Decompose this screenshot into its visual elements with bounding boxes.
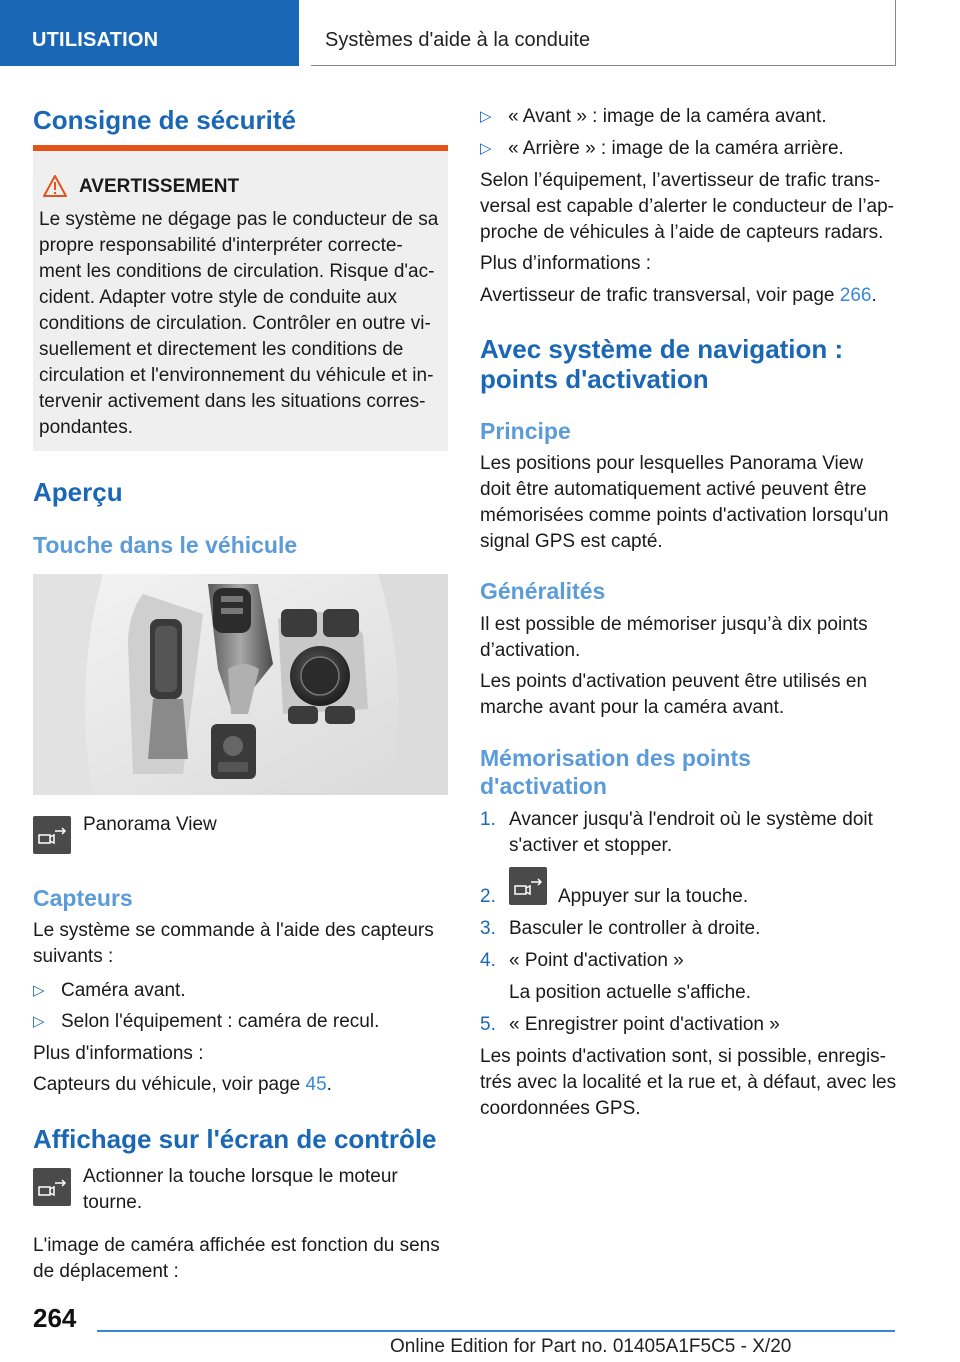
- page-number: 264: [33, 1303, 77, 1333]
- text-line: versal est capable d’alerter le conducteur de l’ap-: [480, 196, 895, 217]
- button-caption: Panorama View: [83, 814, 217, 835]
- text-line: signal GPS est capté.: [480, 531, 663, 552]
- warning-line: Le système ne dégage pas le conducteur de sa: [39, 209, 439, 230]
- text-line: mémorisées comme points d'activation lorsqu'un: [480, 505, 889, 526]
- button-heading: Touche dans le véhicule: [33, 532, 298, 558]
- text-line: Actionner la touche lorsque le moteur: [83, 1166, 398, 1187]
- text-line: marche avant pour la caméra avant.: [480, 697, 785, 718]
- panorama-view-button-icon: [509, 867, 547, 905]
- text-line: trés avec la localité et la rue et, à défaut, avec les: [480, 1072, 897, 1093]
- panorama-view-button-icon: [33, 1168, 71, 1206]
- more-info-label: Plus d'informations :: [33, 1043, 204, 1064]
- cross-traffic-text: [480, 168, 894, 246]
- text-line: coordonnées GPS.: [480, 1098, 641, 1119]
- heading-line: d'activation: [480, 773, 607, 799]
- step-number: 5.: [480, 1014, 496, 1035]
- warning-text: [39, 207, 444, 441]
- header-chapter-box: [311, 0, 896, 66]
- footer-edition: Online Edition for Part no. 01405A1F5C5 - X/20: [390, 1336, 792, 1357]
- list-item-text: « Arrière » : image de la caméra arrière.: [508, 138, 844, 159]
- panorama-view-button-icon: [33, 816, 71, 854]
- principle-text: [480, 451, 889, 555]
- bullet-triangle-icon: ▷: [480, 108, 492, 125]
- warning-line: conditions de circulation. Contrôler en outre vi-: [39, 313, 431, 334]
- text-line: d’activation.: [480, 640, 581, 661]
- warning-line: propre responsabilité d'interpréter correcte-: [39, 235, 403, 256]
- text-line: Les points d'activation sont, si possible, enregis-: [480, 1046, 887, 1067]
- general-text: [480, 669, 867, 721]
- warning-box: [33, 145, 448, 451]
- principle-heading: Principe: [480, 418, 571, 444]
- warning-line: circulation et l'environnement du véhicule et in-: [39, 365, 434, 386]
- safety-heading: Consigne de sécurité: [33, 105, 296, 135]
- more-info-label: Plus d’informations :: [480, 253, 652, 274]
- warning-line: tervenir activement dans les situations corres-: [39, 391, 426, 412]
- warning-label: AVERTISSEMENT: [79, 176, 240, 197]
- general-text: [480, 612, 868, 664]
- warning-line: cident. Adapter votre style de conduite aux: [39, 287, 398, 308]
- step-text: « Enregistrer point d'activation »: [509, 1014, 780, 1035]
- text-line: Selon l’équipement, l’avertisseur de trafic trans-: [480, 170, 881, 191]
- step-number: 4.: [480, 950, 496, 971]
- reference-text: Avertisseur de trafic transversal, voir page: [480, 285, 840, 306]
- text-line: Il est possible de mémoriser jusqu’à dix points: [480, 614, 868, 635]
- text-line: tourne.: [83, 1192, 143, 1213]
- step-text: Appuyer sur la touche.: [558, 886, 749, 907]
- memorisation-heading: [480, 744, 751, 800]
- text-line: proche de véhicules à l’aide de capteurs radars.: [480, 222, 884, 243]
- header-chapter-label: Systèmes d'aide à la conduite: [325, 29, 591, 51]
- warning-line: pondantes.: [39, 417, 134, 438]
- step-number: 3.: [480, 918, 496, 939]
- sensors-intro: [33, 918, 434, 970]
- overview-heading: Aperçu: [33, 477, 123, 507]
- bullet-triangle-icon: ▷: [33, 1013, 45, 1030]
- step-result: La position actuelle s'affiche.: [509, 982, 751, 1003]
- footer-divider: [97, 1330, 895, 1332]
- navigation-heading: [480, 334, 843, 394]
- header-section-tab: [0, 0, 299, 66]
- general-heading: Généralités: [480, 578, 606, 604]
- center-console-photo: [33, 574, 448, 795]
- step-text: Basculer le controller à droite.: [509, 918, 761, 939]
- step-number: 2.: [480, 886, 496, 907]
- text-line: de déplacement :: [33, 1261, 179, 1282]
- text-line: suivants :: [33, 946, 114, 967]
- header-section-label: UTILISATION: [32, 29, 159, 51]
- reference-text: Capteurs du véhicule, voir page: [33, 1074, 306, 1095]
- warning-line: ment les conditions de circulation. Risque d'ac-: [39, 261, 435, 282]
- final-text: [480, 1044, 896, 1122]
- text-line: s'activer et stopper.: [509, 835, 673, 856]
- warning-line: suellement et directement les conditions de: [39, 339, 404, 360]
- bullet-triangle-icon: ▷: [480, 140, 492, 157]
- text-line: L'image de caméra affichée est fonction du sens: [33, 1235, 440, 1256]
- display-heading: Affichage sur l'écran de contrôle: [33, 1124, 437, 1154]
- cross-traffic-reference: Avertisseur de trafic transversal, voir page 266.: [480, 285, 877, 306]
- step-number: 1.: [480, 809, 496, 830]
- heading-line: Mémorisation des points: [480, 745, 751, 771]
- display-text: [83, 1164, 398, 1216]
- list-item-text: Selon l'équipement : caméra de recul.: [61, 1011, 380, 1032]
- step-text: « Point d'activation »: [509, 950, 684, 971]
- heading-line: Avec système de navigation :: [480, 334, 844, 364]
- text-line: Avancer jusqu'à l'endroit où le système doit: [509, 809, 873, 830]
- bullet-triangle-icon: ▷: [33, 982, 45, 999]
- text-line: Les positions pour lesquelles Panorama View: [480, 453, 864, 474]
- list-item-text: Caméra avant.: [61, 980, 186, 1001]
- text-line: Les points d'activation peuvent être utilisés en: [480, 671, 868, 692]
- sensors-heading: Capteurs: [33, 885, 133, 911]
- warning-triangle-icon: [43, 175, 67, 197]
- page-link[interactable]: 45: [305, 1074, 327, 1095]
- page-link[interactable]: 266: [839, 285, 872, 306]
- text-line: doit être automatiquement activé peuvent être: [480, 479, 867, 500]
- sensors-reference: Capteurs du véhicule, voir page 45.: [33, 1074, 332, 1095]
- text-line: Le système se commande à l'aide des capteurs: [33, 920, 434, 941]
- heading-line: points d'activation: [480, 364, 709, 394]
- list-item-text: « Avant » : image de la caméra avant.: [508, 106, 827, 127]
- step-text: [509, 807, 873, 859]
- camera-text: [33, 1233, 440, 1285]
